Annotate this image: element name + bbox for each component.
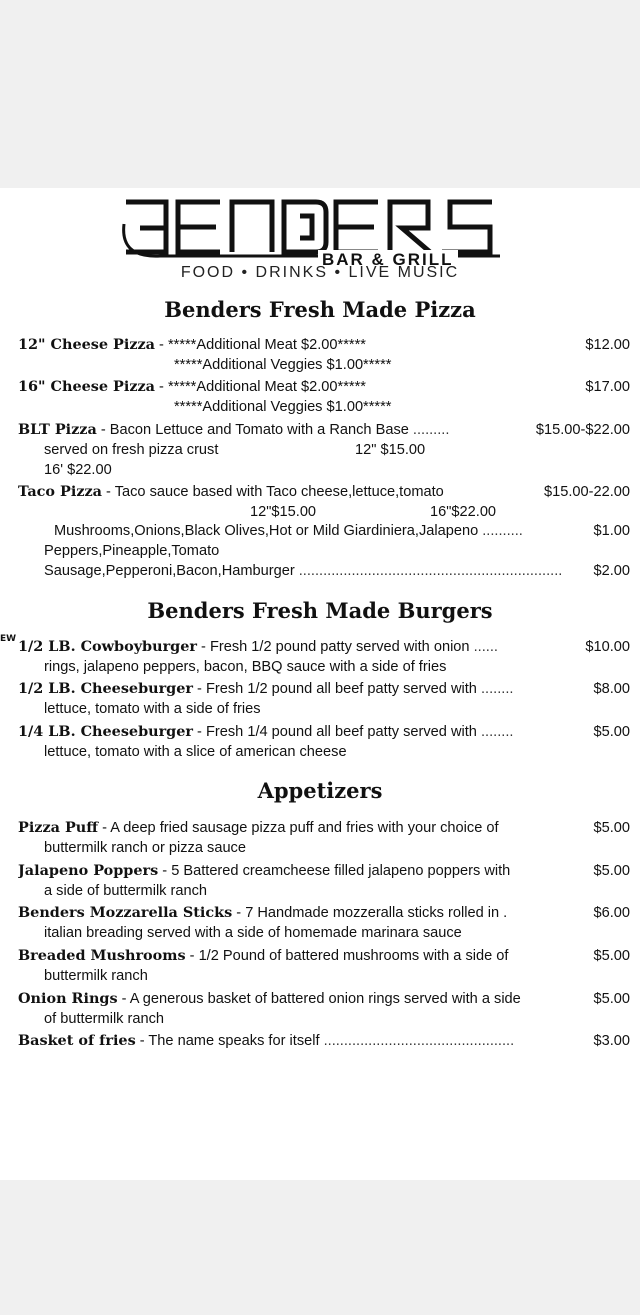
item-desc: - Fresh 1/4 pound all beef patty served with [193,724,477,740]
item-price: $5.00 [589,722,630,742]
new-badge: EW [0,634,17,644]
leader-dots: ...... [469,639,498,655]
topping-text-2: Peppers,Pineapple,Tomato [44,543,220,559]
menu-item-cheese-12 [18,335,630,375]
item-desc-2: *****Additional Veggies $1.00***** [174,357,392,373]
menu-item-cowboyburger [18,637,630,677]
item-name: 1/2 LB. Cowboyburger [18,638,197,655]
leader-dots: ......... [408,422,450,438]
item-name: Jalapeno Poppers [18,862,159,879]
item-name: 12" Cheese Pizza [18,336,155,353]
appetizers-section-title: Appetizers [257,778,383,803]
topping-text: Mushrooms,Onions,Black Olives,Hot or Mild Giardiniera,Jalapeno [54,523,479,539]
menu-item-basket-of-fries [18,1031,630,1051]
menu-item-cheese-16 [18,377,630,417]
item-desc: - A deep fried sausage pizza puff and fries with your choice of [98,820,499,836]
item-name: 16" Cheese Pizza [18,378,155,395]
menu-item-jalapeno-poppers [18,861,630,901]
item-desc: - A generous basket of battered onion rings served with a side [117,991,521,1007]
item-desc: - 1/2 Pound of battered mushrooms with a side of [185,948,509,964]
menu-item-taco-pizza [18,482,630,522]
topping-meats [18,561,630,581]
size-16-price: 16"$22.00 [430,504,497,520]
item-price: $15.00-22.00 [540,482,630,502]
menu-item-half-lb-cheeseburger [18,679,630,719]
item-desc-2: lettuce, tomato with a side of fries [44,701,261,717]
item-price: $10.00 [581,637,630,657]
item-desc-2: buttermilk ranch [44,968,148,984]
item-price: $6.00 [589,903,630,923]
topping-veggies [18,521,630,561]
item-desc: - 5 Battered creamcheese filled jalapeno poppers with [158,863,511,879]
item-price: $5.00 [589,989,630,1009]
size-12-price: 12"$15.00 [250,504,317,520]
item-desc: - Bacon Lettuce and Tomato with a Ranch Base [96,422,409,438]
item-desc-2: *****Additional Veggies $1.00***** [174,399,392,415]
item-price: $15.00-$22.00 [532,420,630,440]
menu-page [0,188,640,1180]
item-desc-2: served on fresh pizza crust [44,442,219,458]
item-desc-2: italian breading served with a side of homemade marinara sauce [44,925,462,941]
menu-item-breaded-mushrooms [18,946,630,986]
logo-subtitle: BAR & GRILL [318,250,458,270]
burgers-section-title: Benders Fresh Made Burgers [147,598,493,623]
leader-dots: ........ [476,681,514,697]
item-price: $5.00 [589,861,630,881]
item-price: $1.00 [589,521,630,541]
item-name: 1/4 LB. Cheeseburger [18,723,193,740]
item-desc-2: a side of buttermilk ranch [44,883,208,899]
item-desc-3: 16' $22.00 [44,462,112,478]
item-desc: - *****Additional Meat $2.00***** [155,337,366,353]
item-desc: - 7 Handmade mozzeralla sticks rolled in . [232,905,508,921]
item-desc-2: rings, jalapeno peppers, bacon, BBQ sauce with a side of fries [44,659,447,675]
item-name: Benders Mozzarella Sticks [18,904,233,921]
item-desc: - *****Additional Meat $2.00***** [155,379,366,395]
item-price: $8.00 [589,679,630,699]
item-name: 1/2 LB. Cheeseburger [18,680,193,697]
leader-dots: ................................................................. [294,563,563,579]
leader-dots: ........ [476,724,514,740]
item-name: Basket of fries [18,1032,136,1049]
item-name: Breaded Mushrooms [18,947,186,964]
item-price: $5.00 [589,818,630,838]
item-desc: - The name speaks for itself [135,1033,320,1049]
menu-item-mozzarella-sticks [18,903,630,943]
item-price: $17.00 [581,377,630,397]
item-price: $3.00 [589,1031,630,1051]
item-price: $2.00 [589,561,630,581]
item-desc: - Taco sauce based with Taco cheese,lettuce,tomato [101,484,444,500]
topping-text: Sausage,Pepperoni,Bacon,Hamburger [44,563,295,579]
menu-item-onion-rings [18,989,630,1029]
item-desc-2: of buttermilk ranch [44,1011,165,1027]
item-desc-2: lettuce, tomato with a slice of american cheese [44,744,347,760]
item-name: Pizza Puff [18,819,99,836]
item-price: $12.00 [581,335,630,355]
leader-dots: .......... [478,523,523,539]
menu-item-pizza-puff [18,818,630,858]
item-name: Taco Pizza [18,483,102,500]
size-12-price: 12" $15.00 [355,442,426,458]
item-name: BLT Pizza [18,421,97,438]
item-desc-2: buttermilk ranch or pizza sauce [44,840,246,856]
item-desc: - Fresh 1/2 pound patty served with onion [196,639,470,655]
tagline: FOOD • DRINKS • LIVE MUSIC [180,264,460,281]
menu-item-quarter-lb-cheeseburger [18,722,630,762]
item-price: $5.00 [589,946,630,966]
pizza-section-title: Benders Fresh Made Pizza [164,297,476,322]
menu-item-blt-pizza [18,420,630,480]
item-desc: - Fresh 1/2 pound all beef patty served with [193,681,477,697]
leader-dots: ............................................... [319,1033,515,1049]
item-name: Onion Rings [18,990,118,1007]
